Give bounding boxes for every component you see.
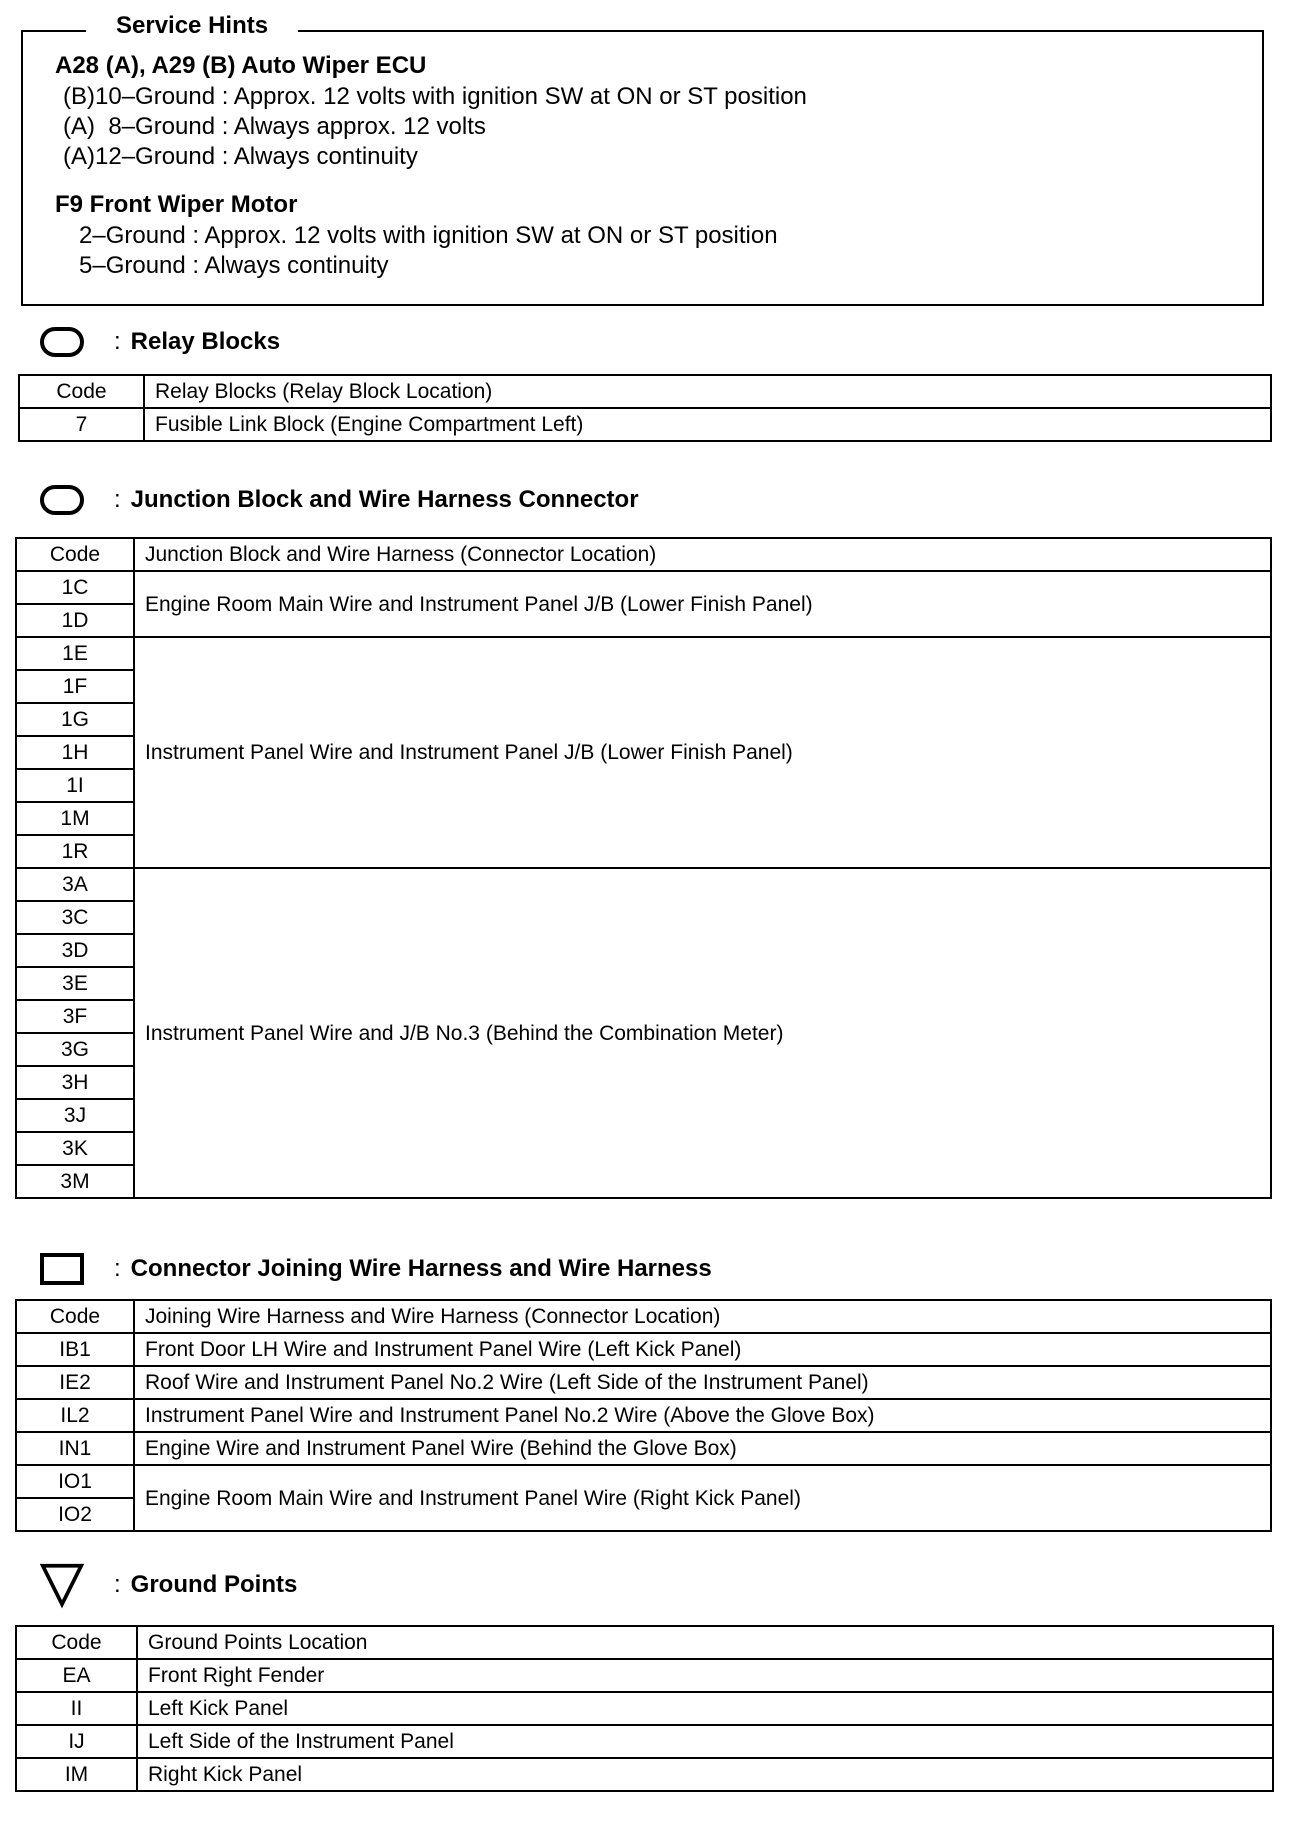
code-cell: 1G xyxy=(16,703,134,736)
code-cell: 3K xyxy=(16,1132,134,1165)
section-colon: : xyxy=(114,486,121,513)
code-cell: IB1 xyxy=(16,1333,134,1366)
rounded-rectangle-icon xyxy=(40,483,84,517)
code-cell: IE2 xyxy=(16,1366,134,1399)
junction-blocks-table xyxy=(15,537,1272,1199)
table-row xyxy=(16,1659,1273,1692)
location-cell: Roof Wire and Instrument Panel No.2 Wire (Left Side of the Instrument Panel) xyxy=(134,1366,1271,1399)
column-header-code: Code xyxy=(16,1626,137,1659)
relay-blocks-table xyxy=(18,374,1272,442)
code-cell: IO1 xyxy=(16,1465,134,1498)
connectors-header xyxy=(40,1249,712,1289)
table-row xyxy=(16,571,1271,604)
table-row xyxy=(16,1432,1271,1465)
location-cell: Instrument Panel Wire and J/B No.3 (Behind the Combination Meter) xyxy=(134,868,1271,1198)
code-cell: 1H xyxy=(16,736,134,769)
rectangle-icon xyxy=(40,1252,84,1286)
section-colon: : xyxy=(114,1255,121,1282)
location-cell: Fusible Link Block (Engine Compartment Left) xyxy=(144,408,1271,441)
column-header-code: Code xyxy=(16,1300,134,1333)
table-row xyxy=(16,1399,1271,1432)
code-cell: 3E xyxy=(16,967,134,1000)
code-cell: II xyxy=(16,1692,137,1725)
column-header-location: Junction Block and Wire Harness (Connector Location) xyxy=(134,538,1271,571)
table-header-row xyxy=(16,1626,1273,1659)
table-row xyxy=(16,1758,1273,1791)
hint-line: 5–Ground : Always continuity xyxy=(79,252,389,279)
code-cell: 1D xyxy=(16,604,134,637)
table-row xyxy=(16,637,1271,670)
code-cell: IM xyxy=(16,1758,137,1791)
location-cell: Engine Wire and Instrument Panel Wire (Behind the Glove Box) xyxy=(134,1432,1271,1465)
location-cell: Left Side of the Instrument Panel xyxy=(137,1725,1273,1758)
hint-group-auto-wiper-ecu xyxy=(55,50,807,172)
code-cell: 3J xyxy=(16,1099,134,1132)
relay-blocks-header xyxy=(40,322,280,362)
code-cell: 3H xyxy=(16,1066,134,1099)
junction-blocks-header xyxy=(40,480,639,520)
rounded-rectangle-icon xyxy=(40,325,84,359)
code-cell: 1E xyxy=(16,637,134,670)
table-row xyxy=(19,408,1271,441)
section-colon: : xyxy=(114,1571,121,1598)
location-cell: Left Kick Panel xyxy=(137,1692,1273,1725)
table-row xyxy=(16,1366,1271,1399)
code-cell: IJ xyxy=(16,1725,137,1758)
hint-line: (A) 8–Ground : Always approx. 12 volts xyxy=(63,113,486,140)
junction-blocks-title: Junction Block and Wire Harness Connector xyxy=(130,486,639,513)
code-cell: 3A xyxy=(16,868,134,901)
code-cell: 3D xyxy=(16,934,134,967)
code-cell: IO2 xyxy=(16,1498,134,1531)
code-cell: 1C xyxy=(16,571,134,604)
location-cell: Right Kick Panel xyxy=(137,1758,1273,1791)
table-row xyxy=(16,1692,1273,1725)
section-colon: : xyxy=(114,328,121,355)
hint-line: 2–Ground : Approx. 12 volts with ignition SW at ON or ST position xyxy=(79,222,778,249)
column-header-code: Code xyxy=(16,538,134,571)
code-cell: 3G xyxy=(16,1033,134,1066)
ground-points-title: Ground Points xyxy=(130,1571,298,1598)
code-cell: 3M xyxy=(16,1165,134,1198)
column-header-location: Joining Wire Harness and Wire Harness (Connector Location) xyxy=(134,1300,1271,1333)
location-cell: Front Right Fender xyxy=(137,1659,1273,1692)
code-cell: IL2 xyxy=(16,1399,134,1432)
hint-line: (A)12–Ground : Always continuity xyxy=(63,143,418,170)
column-header-location: Ground Points Location xyxy=(137,1626,1273,1659)
hint-line: (B)10–Ground : Approx. 12 volts with ignition SW at ON or ST position xyxy=(63,83,807,110)
service-hints-box xyxy=(21,30,1264,306)
triangle-down-icon xyxy=(40,1568,84,1602)
table-row xyxy=(16,1725,1273,1758)
code-cell: EA xyxy=(16,1659,137,1692)
code-cell: 3C xyxy=(16,901,134,934)
location-cell: Engine Room Main Wire and Instrument Panel J/B (Lower Finish Panel) xyxy=(134,571,1271,637)
service-hints-title: Service Hints xyxy=(86,12,298,40)
table-header-row xyxy=(16,1300,1271,1333)
table-header-row xyxy=(19,375,1271,408)
table-header-row xyxy=(16,538,1271,571)
table-row xyxy=(16,868,1271,901)
table-row xyxy=(16,1465,1271,1498)
hint-heading: F9 Front Wiper Motor xyxy=(55,191,298,218)
connectors-title: Connector Joining Wire Harness and Wire Harness xyxy=(130,1255,712,1282)
hint-group-front-wiper-motor xyxy=(55,189,778,281)
code-cell: 1F xyxy=(16,670,134,703)
table-row xyxy=(16,1333,1271,1366)
hint-heading: A28 (A), A29 (B) Auto Wiper ECU xyxy=(55,52,427,79)
location-cell: Instrument Panel Wire and Instrument Panel J/B (Lower Finish Panel) xyxy=(134,637,1271,868)
location-cell: Instrument Panel Wire and Instrument Panel No.2 Wire (Above the Glove Box) xyxy=(134,1399,1271,1432)
column-header-location: Relay Blocks (Relay Block Location) xyxy=(144,375,1271,408)
ground-points-table xyxy=(15,1625,1274,1792)
code-cell: 1R xyxy=(16,835,134,868)
code-cell: 1I xyxy=(16,769,134,802)
code-cell: 7 xyxy=(19,408,144,441)
ground-points-header xyxy=(40,1565,297,1605)
relay-blocks-title: Relay Blocks xyxy=(130,328,281,355)
code-cell: 1M xyxy=(16,802,134,835)
code-cell: 3F xyxy=(16,1000,134,1033)
location-cell: Engine Room Main Wire and Instrument Panel Wire (Right Kick Panel) xyxy=(134,1465,1271,1531)
column-header-code: Code xyxy=(19,375,144,408)
location-cell: Front Door LH Wire and Instrument Panel Wire (Left Kick Panel) xyxy=(134,1333,1271,1366)
code-cell: IN1 xyxy=(16,1432,134,1465)
connectors-table xyxy=(15,1299,1272,1532)
